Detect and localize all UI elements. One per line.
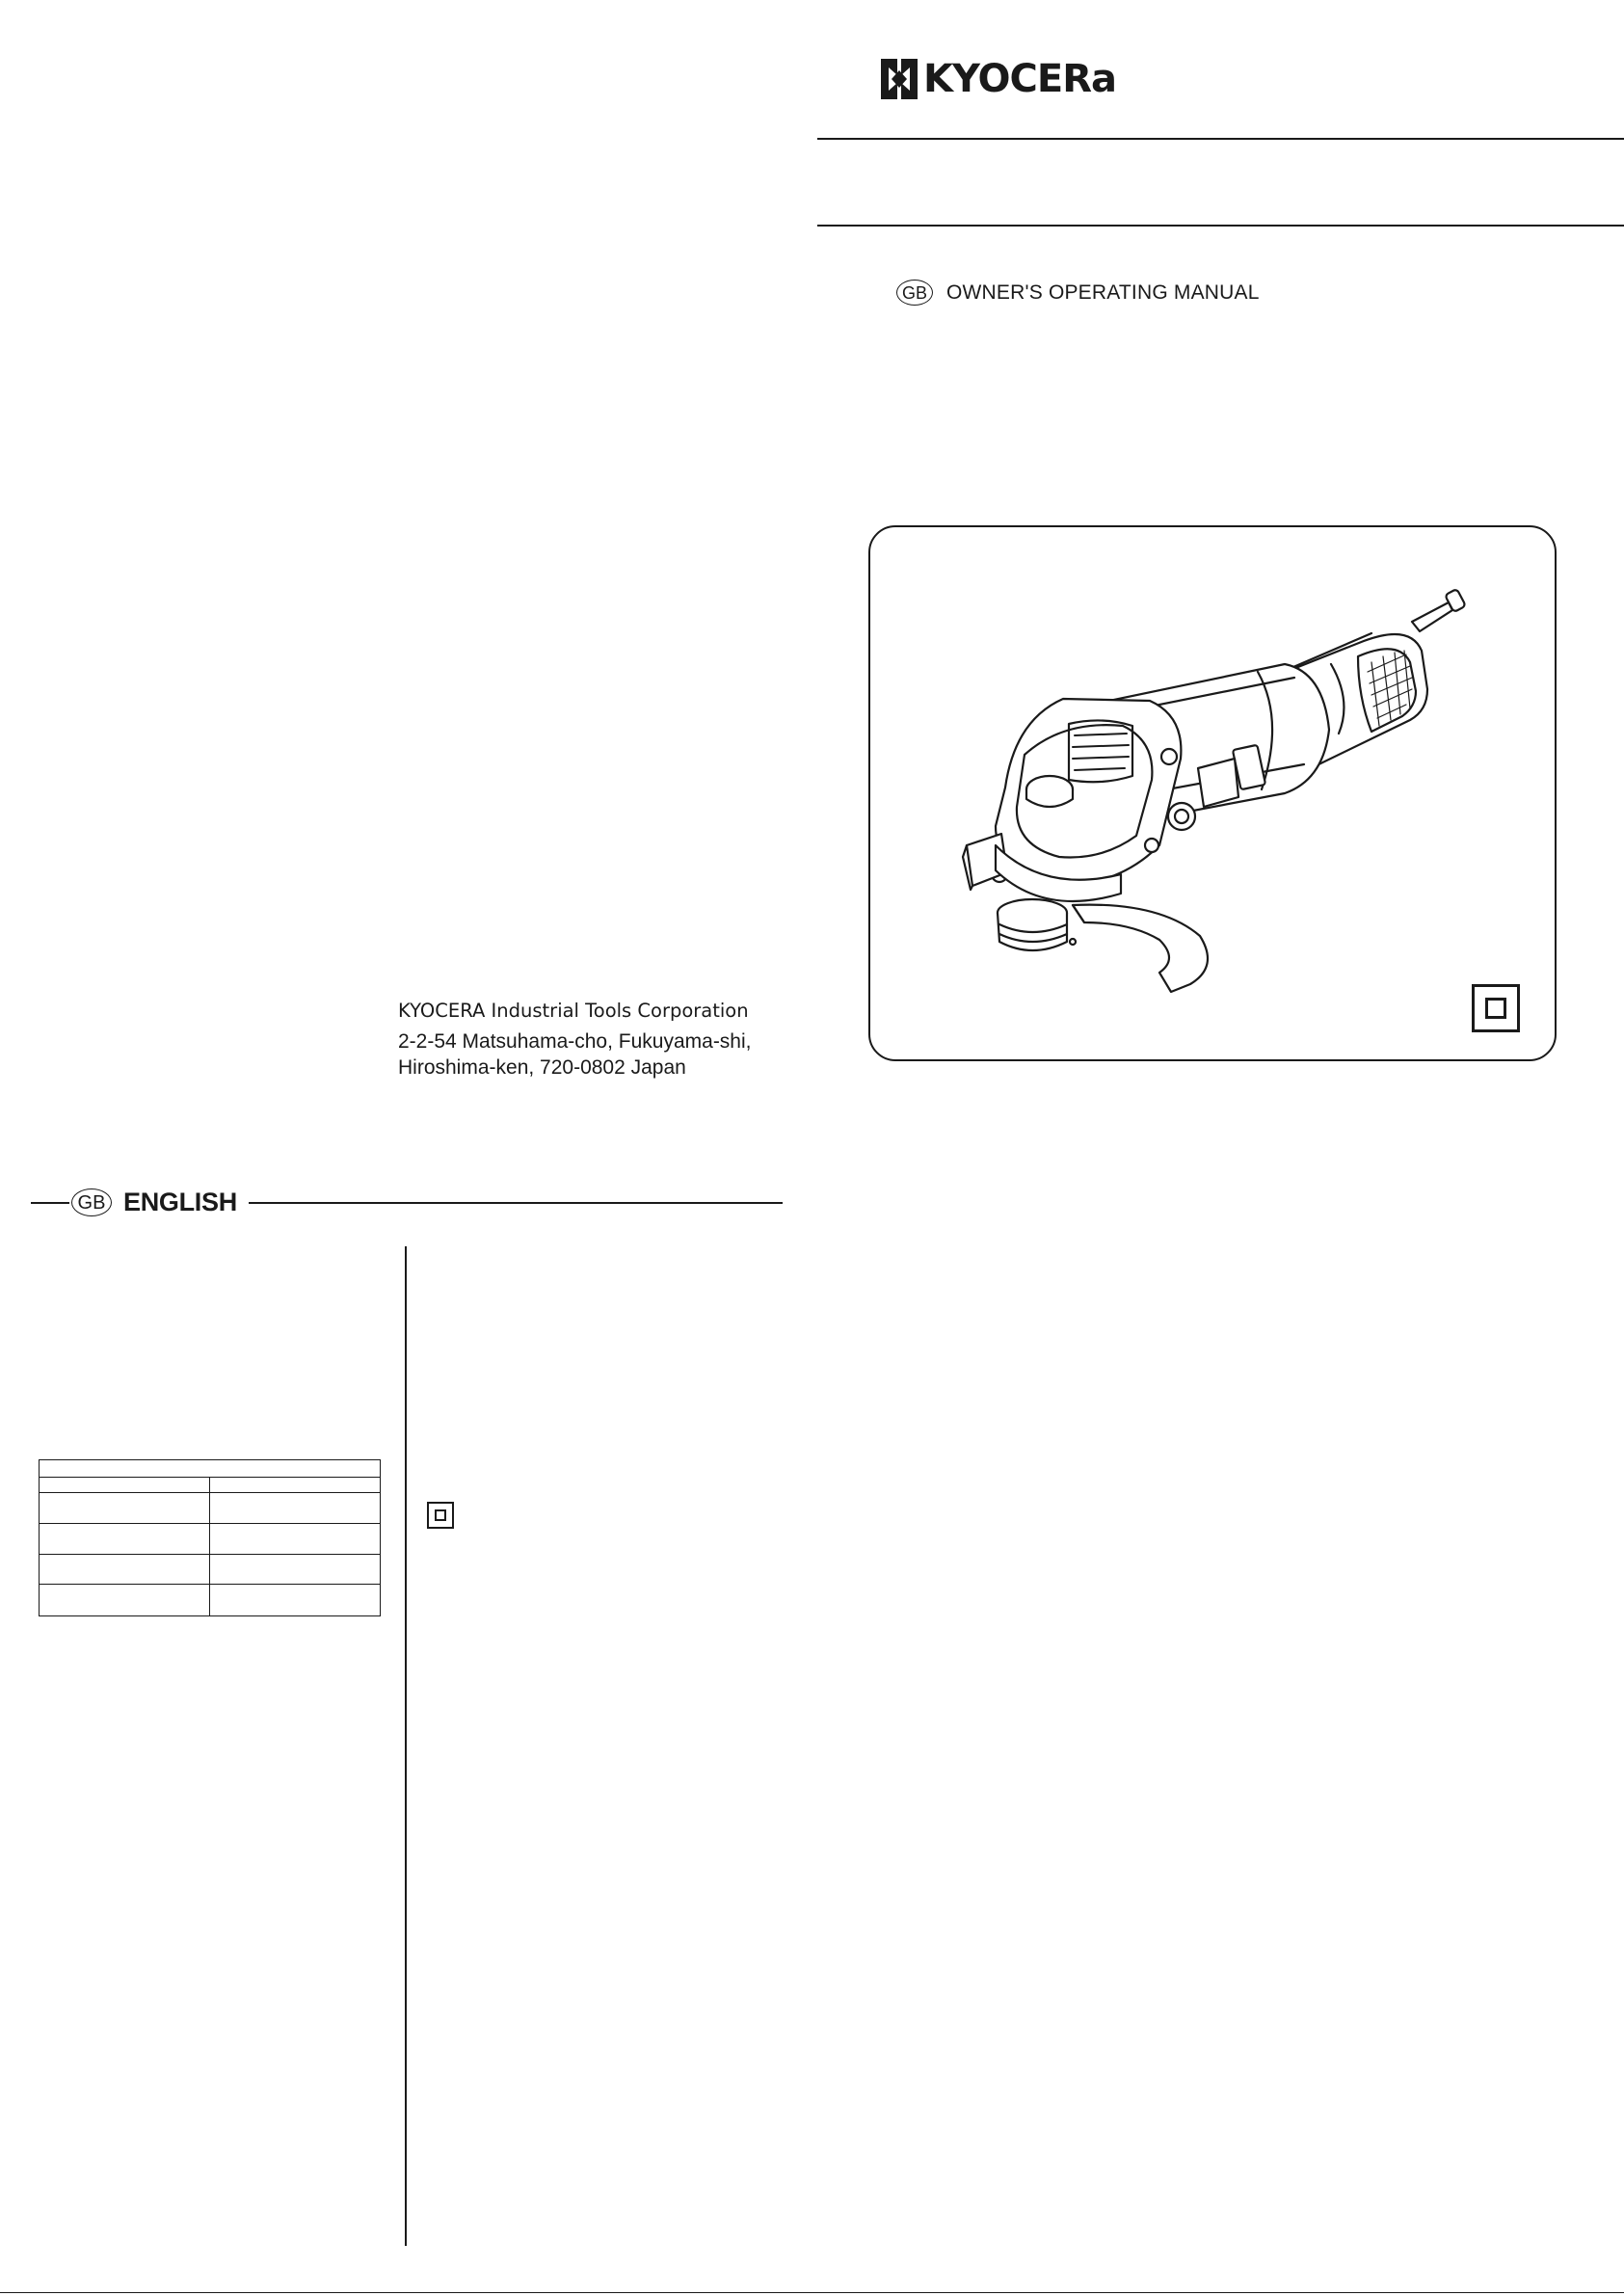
- illustration-frame: [868, 525, 1557, 1061]
- cover-bottom-rule: [817, 225, 1624, 227]
- page-bottom-rule: [0, 2292, 1624, 2293]
- table-cell: [40, 1493, 210, 1524]
- language-label: ENGLISH: [123, 1188, 237, 1216]
- header-rule-right: [249, 1202, 783, 1204]
- table-row: [40, 1493, 381, 1524]
- company-address-block: [398, 998, 752, 1081]
- table-row: [40, 1524, 381, 1555]
- table-title-cell: [40, 1460, 381, 1478]
- cover-top-rule: [817, 138, 1624, 140]
- table-row: [40, 1585, 381, 1616]
- table-title-row: [40, 1460, 381, 1478]
- column-divider: [405, 1246, 407, 2246]
- language-badge: GB: [896, 280, 933, 306]
- table-cell: [40, 1585, 210, 1616]
- specification-table: [39, 1459, 381, 1616]
- language-section-header: [31, 1186, 783, 1218]
- table-cell: [210, 1555, 381, 1585]
- table-cell: [210, 1524, 381, 1555]
- table-cell: [210, 1585, 381, 1616]
- table-row: [40, 1555, 381, 1585]
- company-address-line2: Hiroshima-ken, 720-0802 Japan: [398, 1056, 686, 1079]
- company-address-line1: 2-2-54 Matsuhama-cho, Fukuyama-shi,: [398, 1030, 752, 1053]
- table-cell: [40, 1524, 210, 1555]
- double-insulation-icon: [427, 1502, 454, 1529]
- double-insulation-icon: [1472, 984, 1520, 1032]
- table-cell: [210, 1478, 381, 1493]
- company-name: KYOCERA Industrial Tools Corporation: [398, 1000, 749, 1022]
- brand-name: KYOCERa: [923, 57, 1117, 101]
- table-cell: [40, 1478, 210, 1493]
- table-row: [40, 1478, 381, 1493]
- angle-grinder-illustration: [870, 527, 1558, 1063]
- kyocera-logo-icon: [881, 59, 918, 99]
- table-cell: [210, 1493, 381, 1524]
- language-badge: GB: [71, 1188, 112, 1216]
- manual-title-line: [896, 280, 1260, 306]
- header-rule-left: [31, 1202, 69, 1204]
- table-cell: [40, 1555, 210, 1585]
- brand-logo: [881, 58, 1116, 100]
- manual-title: OWNER'S OPERATING MANUAL: [946, 280, 1260, 304]
